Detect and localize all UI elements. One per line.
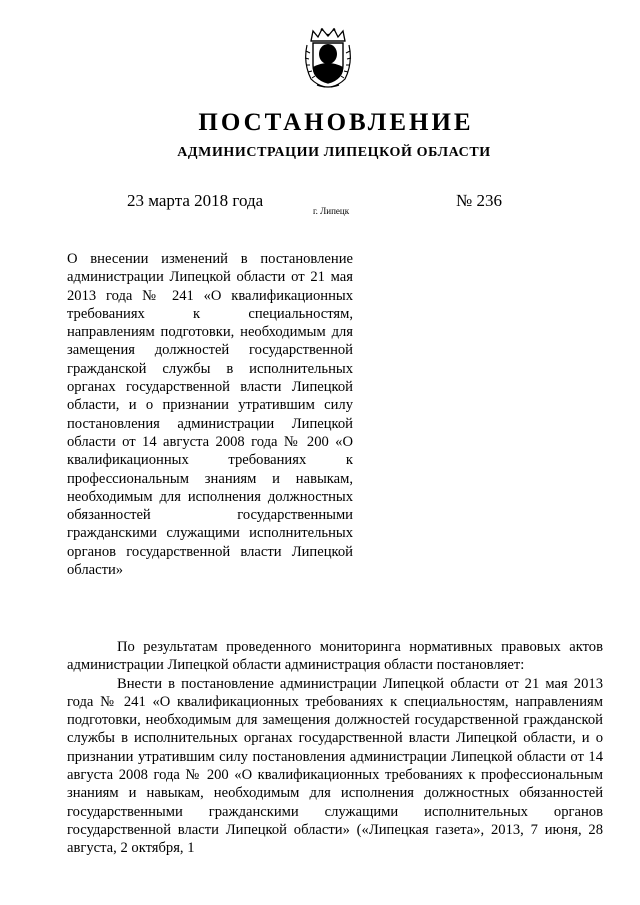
document-body [67, 638, 603, 858]
coat-of-arms-emblem [303, 27, 353, 89]
document-subject: О внесении изменений в постановление администрации Липецкой области от 21 мая 2013 года № 241 «О квалификационных требованиях к специальностям, направлениям подготовки, необходимым для замещения должностей государственной гражданской службы в исполнительных органах государственной власти Липецкой области, и о признании утратившим силу постановления администрации Липецкой области от 14 августа 2008 года № 200 «О квалификационных требованиях к профессиональным знаниям и навыкам, необходимым для исполнения должностных обязанностей государственными гражданскими служащими исполнительных органов государственной власти Липецкой области» [67, 251, 353, 579]
document-date: 23 марта 2018 года [127, 191, 264, 210]
document-number: № 236 [456, 191, 502, 210]
body-paragraph: По результатам проведенного мониторинга нормативных правовых актов администрации Липецкой области администрация области постановляет: [67, 639, 603, 674]
document-city: г. Липецк [313, 206, 350, 216]
coat-of-arms-icon [303, 27, 353, 89]
document-type-title: ПОСТАНОВЛЕНИЕ [198, 109, 474, 136]
issuing-authority: АДМИНИСТРАЦИИ ЛИПЕЦКОЙ ОБЛАСТИ [177, 145, 491, 160]
body-paragraph: Внести в постановление администрации Липецкой области от 21 мая 2013 года № 241 «О квалификационных требованиях к специальностям, направлениям подготовки, необходимым для замещения должностей государственной гражданской службы в исполнительных органах государственной власти Липецкой области, и о признании утратившим силу постановления администрации Липецкой области от 14 августа 2008 года № 200 «О квалификационных требованиях к профессиональным знаниям и навыкам, необходимым для исполнения должностных обязанностей государственными гражданскими служащими исполнительных органов государственной власти Липецкой области» («Липецкая газета», 2013, 7 июня, 28 августа, 2 октября, 1 [67, 675, 603, 857]
